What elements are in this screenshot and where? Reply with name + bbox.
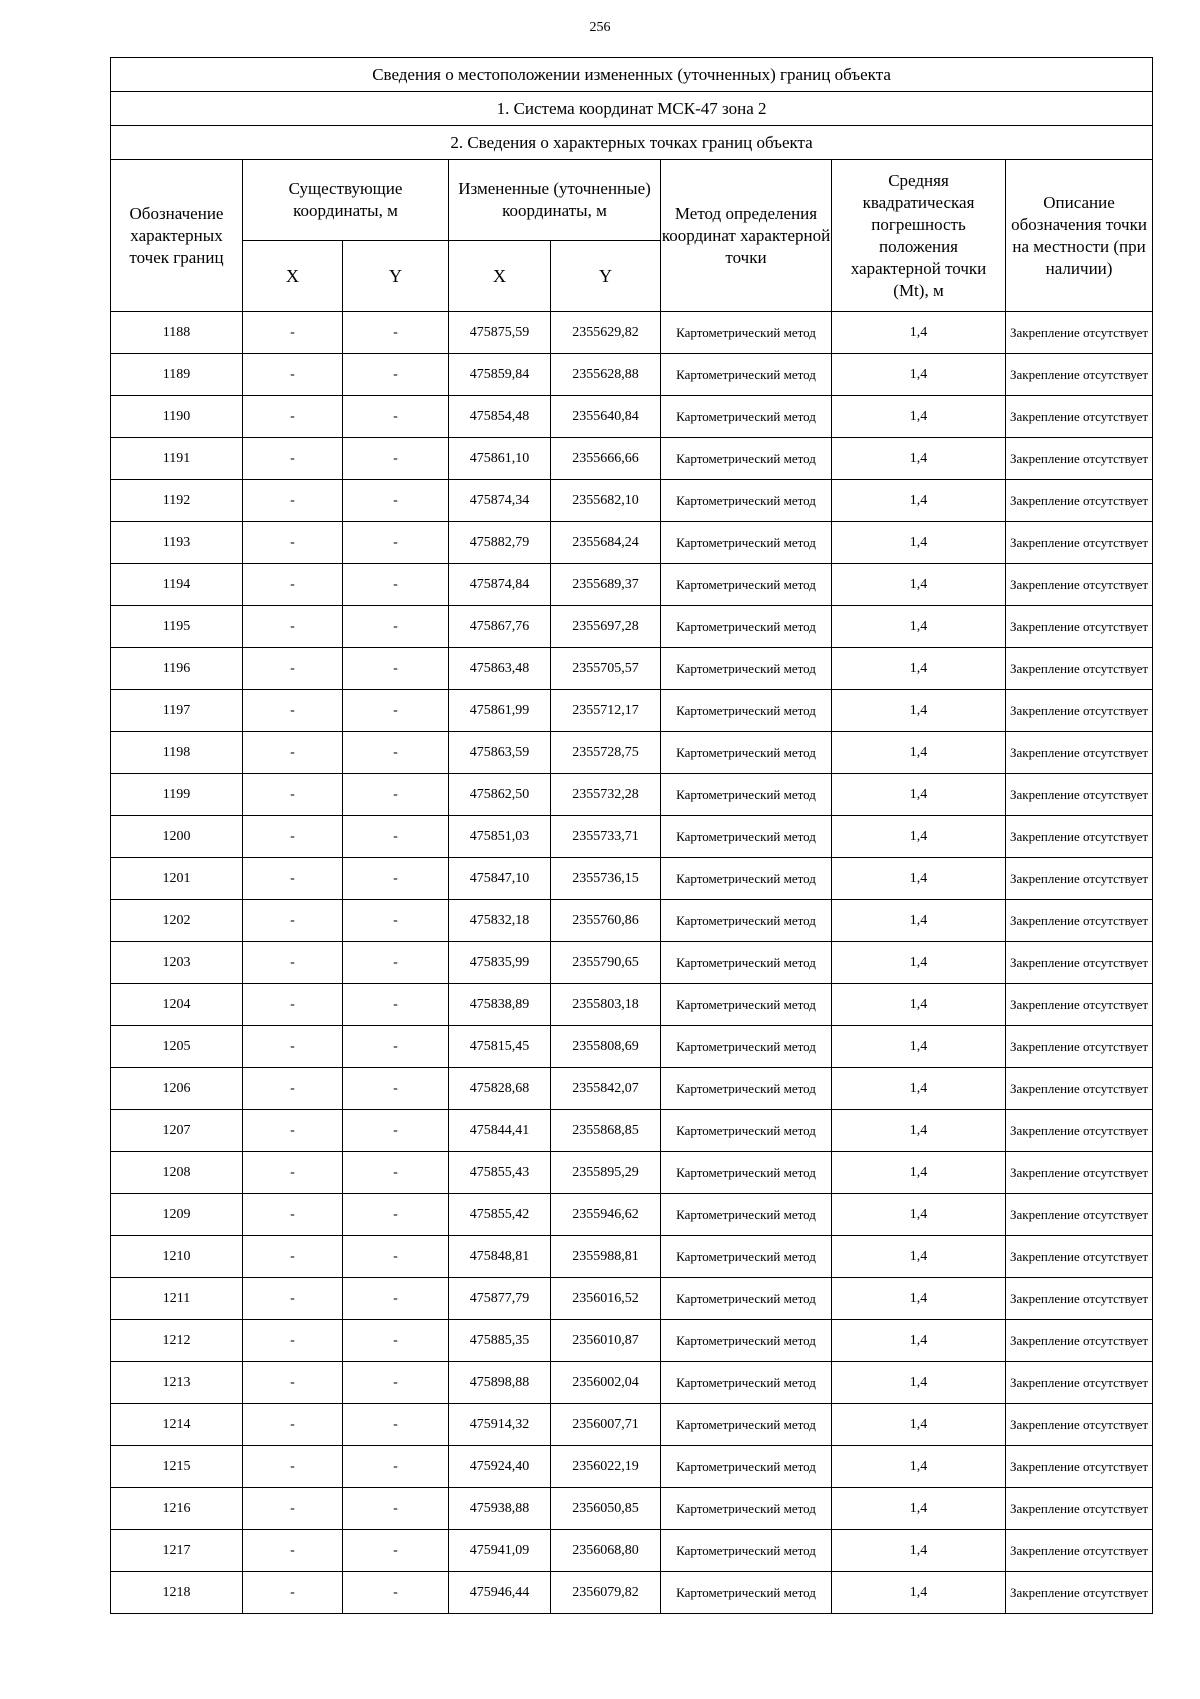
changed-y-cell: 2356079,82 [551,1572,661,1614]
error-cell: 1,4 [832,1194,1006,1236]
method-cell: Картометрический метод [661,900,832,942]
point-id-cell: 1196 [111,648,243,690]
point-id-cell: 1195 [111,606,243,648]
error-cell: 1,4 [832,354,1006,396]
changed-y-cell: 2355697,28 [551,606,661,648]
changed-y-cell: 2355946,62 [551,1194,661,1236]
point-id-cell: 1211 [111,1278,243,1320]
changed-y-cell: 2355705,57 [551,648,661,690]
method-cell: Картометрический метод [661,396,832,438]
method-cell: Картометрический метод [661,1572,832,1614]
method-cell: Картометрический метод [661,1446,832,1488]
error-cell: 1,4 [832,690,1006,732]
method-cell: Картометрический метод [661,1362,832,1404]
header-existing-coordinates: Существующие координаты, м [243,160,449,241]
table-row [111,774,1153,816]
method-cell: Картометрический метод [661,1530,832,1572]
description-cell: Закрепление отсутствует [1006,1236,1153,1278]
method-cell: Картометрический метод [661,564,832,606]
changed-y-cell: 2355760,86 [551,900,661,942]
error-cell: 1,4 [832,816,1006,858]
existing-y-cell: - [343,984,449,1026]
error-cell: 1,4 [832,1236,1006,1278]
table-row [111,942,1153,984]
method-cell: Картометрический метод [661,942,832,984]
changed-x-cell: 475882,79 [449,522,551,564]
table-body [111,312,1153,1614]
error-cell: 1,4 [832,774,1006,816]
header-error: Средняя квадратическая погрешность положения характерной точки (Mt), м [832,160,1006,312]
point-id-cell: 1212 [111,1320,243,1362]
existing-x-cell: - [243,480,343,522]
existing-x-cell: - [243,690,343,732]
method-cell: Картометрический метод [661,1488,832,1530]
existing-x-cell: - [243,732,343,774]
point-id-cell: 1188 [111,312,243,354]
changed-y-cell: 2355842,07 [551,1068,661,1110]
existing-y-cell: - [343,312,449,354]
method-cell: Картометрический метод [661,816,832,858]
point-id-cell: 1213 [111,1362,243,1404]
changed-y-cell: 2355728,75 [551,732,661,774]
table-row [111,1488,1153,1530]
existing-x-cell: - [243,606,343,648]
error-cell: 1,4 [832,1530,1006,1572]
table-row [111,1068,1153,1110]
changed-x-cell: 475855,42 [449,1194,551,1236]
error-cell: 1,4 [832,984,1006,1026]
existing-y-cell: - [343,1404,449,1446]
point-id-cell: 1208 [111,1152,243,1194]
changed-x-cell: 475938,88 [449,1488,551,1530]
point-id-cell: 1192 [111,480,243,522]
existing-x-cell: - [243,648,343,690]
table-row [111,648,1153,690]
changed-x-cell: 475914,32 [449,1404,551,1446]
existing-y-cell: - [343,1446,449,1488]
error-cell: 1,4 [832,1572,1006,1614]
existing-x-cell: - [243,312,343,354]
description-cell: Закрепление отсутствует [1006,816,1153,858]
changed-x-cell: 475924,40 [449,1446,551,1488]
description-cell: Закрепление отсутствует [1006,690,1153,732]
table-row [111,312,1153,354]
existing-y-cell: - [343,1194,449,1236]
error-cell: 1,4 [832,1362,1006,1404]
coordinate-system-title: 1. Система координат МСК-47 зона 2 [111,92,1153,126]
method-cell: Картометрический метод [661,648,832,690]
method-cell: Картометрический метод [661,522,832,564]
point-id-cell: 1201 [111,858,243,900]
changed-y-cell: 2356050,85 [551,1488,661,1530]
existing-x-cell: - [243,858,343,900]
point-id-cell: 1206 [111,1068,243,1110]
description-cell: Закрепление отсутствует [1006,1572,1153,1614]
existing-x-cell: - [243,1236,343,1278]
changed-x-cell: 475867,76 [449,606,551,648]
error-cell: 1,4 [832,564,1006,606]
description-cell: Закрепление отсутствует [1006,1194,1153,1236]
existing-y-cell: - [343,396,449,438]
changed-y-cell: 2355868,85 [551,1110,661,1152]
error-cell: 1,4 [832,1026,1006,1068]
changed-y-cell: 2356068,80 [551,1530,661,1572]
existing-x-cell: - [243,816,343,858]
existing-x-cell: - [243,1194,343,1236]
description-cell: Закрепление отсутствует [1006,312,1153,354]
point-id-cell: 1204 [111,984,243,1026]
table-row [111,564,1153,606]
table-row [111,354,1153,396]
existing-y-cell: - [343,1110,449,1152]
changed-x-cell: 475877,79 [449,1278,551,1320]
changed-y-cell: 2355808,69 [551,1026,661,1068]
header-changed-y: Y [551,241,661,312]
error-cell: 1,4 [832,1110,1006,1152]
changed-x-cell: 475875,59 [449,312,551,354]
table-row [111,438,1153,480]
existing-y-cell: - [343,690,449,732]
error-cell: 1,4 [832,648,1006,690]
point-id-cell: 1200 [111,816,243,858]
changed-x-cell: 475832,18 [449,900,551,942]
description-cell: Закрепление отсутствует [1006,1026,1153,1068]
existing-x-cell: - [243,354,343,396]
error-cell: 1,4 [832,312,1006,354]
changed-y-cell: 2355790,65 [551,942,661,984]
existing-x-cell: - [243,1026,343,1068]
description-cell: Закрепление отсутствует [1006,1404,1153,1446]
point-id-cell: 1207 [111,1110,243,1152]
existing-x-cell: - [243,900,343,942]
existing-y-cell: - [343,438,449,480]
existing-y-cell: - [343,858,449,900]
existing-x-cell: - [243,1572,343,1614]
existing-y-cell: - [343,564,449,606]
description-cell: Закрепление отсутствует [1006,1362,1153,1404]
existing-x-cell: - [243,522,343,564]
changed-y-cell: 2355988,81 [551,1236,661,1278]
description-cell: Закрепление отсутствует [1006,858,1153,900]
method-cell: Картометрический метод [661,438,832,480]
changed-x-cell: 475815,45 [449,1026,551,1068]
existing-y-cell: - [343,1236,449,1278]
description-cell: Закрепление отсутствует [1006,480,1153,522]
error-cell: 1,4 [832,438,1006,480]
existing-x-cell: - [243,942,343,984]
method-cell: Картометрический метод [661,1068,832,1110]
header-method: Метод определения координат характерной точки [661,160,832,312]
description-cell: Закрепление отсутствует [1006,732,1153,774]
point-id-cell: 1210 [111,1236,243,1278]
description-cell: Закрепление отсутствует [1006,1278,1153,1320]
existing-y-cell: - [343,354,449,396]
method-cell: Картометрический метод [661,1026,832,1068]
header-existing-y: Y [343,241,449,312]
table-row [111,1026,1153,1068]
changed-y-cell: 2355684,24 [551,522,661,564]
table-row [111,1194,1153,1236]
description-cell: Закрепление отсутствует [1006,396,1153,438]
changed-x-cell: 475863,59 [449,732,551,774]
method-cell: Картометрический метод [661,1320,832,1362]
table-row [111,1530,1153,1572]
changed-x-cell: 475861,10 [449,438,551,480]
error-cell: 1,4 [832,606,1006,648]
changed-x-cell: 475844,41 [449,1110,551,1152]
changed-x-cell: 475828,68 [449,1068,551,1110]
point-id-cell: 1189 [111,354,243,396]
description-cell: Закрепление отсутствует [1006,1110,1153,1152]
method-cell: Картометрический метод [661,312,832,354]
changed-y-cell: 2355682,10 [551,480,661,522]
existing-y-cell: - [343,1320,449,1362]
changed-x-cell: 475874,84 [449,564,551,606]
changed-x-cell: 475863,48 [449,648,551,690]
changed-x-cell: 475859,84 [449,354,551,396]
section-title: Сведения о местоположении измененных (уточненных) границ объекта [111,58,1153,92]
existing-y-cell: - [343,816,449,858]
error-cell: 1,4 [832,858,1006,900]
error-cell: 1,4 [832,1446,1006,1488]
existing-x-cell: - [243,984,343,1026]
page-number: 256 [589,20,611,35]
changed-x-cell: 475838,89 [449,984,551,1026]
table-row [111,1236,1153,1278]
changed-x-cell: 475874,34 [449,480,551,522]
description-cell: Закрепление отсутствует [1006,1530,1153,1572]
method-cell: Картометрический метод [661,1236,832,1278]
method-cell: Картометрический метод [661,354,832,396]
point-id-cell: 1197 [111,690,243,732]
existing-x-cell: - [243,1488,343,1530]
error-cell: 1,4 [832,1404,1006,1446]
method-cell: Картометрический метод [661,774,832,816]
existing-y-cell: - [343,1068,449,1110]
description-cell: Закрепление отсутствует [1006,522,1153,564]
error-cell: 1,4 [832,732,1006,774]
changed-y-cell: 2355895,29 [551,1152,661,1194]
description-cell: Закрепление отсутствует [1006,1446,1153,1488]
existing-y-cell: - [343,522,449,564]
error-cell: 1,4 [832,1488,1006,1530]
description-cell: Закрепление отсутствует [1006,900,1153,942]
table-row [111,900,1153,942]
point-id-cell: 1216 [111,1488,243,1530]
method-cell: Картометрический метод [661,690,832,732]
header-changed-x: X [449,241,551,312]
point-id-cell: 1191 [111,438,243,480]
existing-y-cell: - [343,1530,449,1572]
point-id-cell: 1198 [111,732,243,774]
changed-x-cell: 475854,48 [449,396,551,438]
changed-y-cell: 2356007,71 [551,1404,661,1446]
existing-y-cell: - [343,1026,449,1068]
description-cell: Закрепление отсутствует [1006,1068,1153,1110]
existing-x-cell: - [243,1152,343,1194]
existing-y-cell: - [343,732,449,774]
description-cell: Закрепление отсутствует [1006,606,1153,648]
method-cell: Картометрический метод [661,858,832,900]
existing-x-cell: - [243,438,343,480]
description-cell: Закрепление отсутствует [1006,564,1153,606]
table-row [111,858,1153,900]
method-cell: Картометрический метод [661,984,832,1026]
point-id-cell: 1209 [111,1194,243,1236]
existing-y-cell: - [343,606,449,648]
existing-y-cell: - [343,1572,449,1614]
error-cell: 1,4 [832,1320,1006,1362]
changed-y-cell: 2355803,18 [551,984,661,1026]
error-cell: 1,4 [832,396,1006,438]
changed-y-cell: 2355736,15 [551,858,661,900]
method-cell: Картометрический метод [661,1152,832,1194]
table-row [111,1404,1153,1446]
description-cell: Закрепление отсутствует [1006,354,1153,396]
point-id-cell: 1217 [111,1530,243,1572]
boundary-points-table [110,57,1153,1614]
changed-y-cell: 2355733,71 [551,816,661,858]
table-row [111,1320,1153,1362]
existing-x-cell: - [243,1446,343,1488]
changed-y-cell: 2356010,87 [551,1320,661,1362]
description-cell: Закрепление отсутствует [1006,1320,1153,1362]
table-row [111,1362,1153,1404]
error-cell: 1,4 [832,1068,1006,1110]
existing-x-cell: - [243,774,343,816]
table-row [111,480,1153,522]
point-id-cell: 1193 [111,522,243,564]
header-existing-x: X [243,241,343,312]
point-id-cell: 1203 [111,942,243,984]
changed-x-cell: 475847,10 [449,858,551,900]
existing-y-cell: - [343,1362,449,1404]
description-cell: Закрепление отсутствует [1006,1488,1153,1530]
changed-x-cell: 475861,99 [449,690,551,732]
changed-x-cell: 475835,99 [449,942,551,984]
table-row [111,522,1153,564]
description-cell: Закрепление отсутствует [1006,1152,1153,1194]
changed-x-cell: 475848,81 [449,1236,551,1278]
point-id-cell: 1205 [111,1026,243,1068]
changed-x-cell: 475862,50 [449,774,551,816]
point-id-cell: 1214 [111,1404,243,1446]
method-cell: Картометрический метод [661,606,832,648]
changed-x-cell: 475855,43 [449,1152,551,1194]
description-cell: Закрепление отсутствует [1006,438,1153,480]
table-row [111,1446,1153,1488]
error-cell: 1,4 [832,1152,1006,1194]
description-cell: Закрепление отсутствует [1006,648,1153,690]
header-changed-coordinates: Измененные (уточненные) координаты, м [449,160,661,241]
method-cell: Картометрический метод [661,732,832,774]
changed-y-cell: 2355628,88 [551,354,661,396]
header-description: Описание обозначения точки на местности (при наличии) [1006,160,1153,312]
changed-y-cell: 2355732,28 [551,774,661,816]
changed-y-cell: 2356002,04 [551,1362,661,1404]
existing-x-cell: - [243,1362,343,1404]
table-row [111,1110,1153,1152]
error-cell: 1,4 [832,522,1006,564]
table-row [111,606,1153,648]
existing-x-cell: - [243,564,343,606]
changed-y-cell: 2355629,82 [551,312,661,354]
existing-y-cell: - [343,480,449,522]
existing-y-cell: - [343,1488,449,1530]
method-cell: Картометрический метод [661,1278,832,1320]
table-row [111,1152,1153,1194]
point-id-cell: 1218 [111,1572,243,1614]
error-cell: 1,4 [832,1278,1006,1320]
existing-y-cell: - [343,648,449,690]
table-row [111,732,1153,774]
method-cell: Картометрический метод [661,1404,832,1446]
table-row [111,396,1153,438]
changed-x-cell: 475941,09 [449,1530,551,1572]
existing-x-cell: - [243,1278,343,1320]
existing-y-cell: - [343,900,449,942]
points-title: 2. Сведения о характерных точках границ объекта [111,126,1153,160]
error-cell: 1,4 [832,480,1006,522]
method-cell: Картометрический метод [661,1110,832,1152]
error-cell: 1,4 [832,900,1006,942]
changed-y-cell: 2355666,66 [551,438,661,480]
existing-x-cell: - [243,1320,343,1362]
point-id-cell: 1190 [111,396,243,438]
table-row [111,1278,1153,1320]
header-designation: Обозначение характерных точек границ [111,160,243,312]
method-cell: Картометрический метод [661,1194,832,1236]
existing-x-cell: - [243,1530,343,1572]
existing-x-cell: - [243,1068,343,1110]
changed-x-cell: 475898,88 [449,1362,551,1404]
point-id-cell: 1194 [111,564,243,606]
changed-y-cell: 2355640,84 [551,396,661,438]
point-id-cell: 1202 [111,900,243,942]
point-id-cell: 1199 [111,774,243,816]
error-cell: 1,4 [832,942,1006,984]
table-row [111,1572,1153,1614]
changed-y-cell: 2356016,52 [551,1278,661,1320]
existing-y-cell: - [343,1278,449,1320]
point-id-cell: 1215 [111,1446,243,1488]
existing-x-cell: - [243,1110,343,1152]
changed-x-cell: 475851,03 [449,816,551,858]
table-row [111,816,1153,858]
method-cell: Картометрический метод [661,480,832,522]
description-cell: Закрепление отсутствует [1006,984,1153,1026]
changed-x-cell: 475946,44 [449,1572,551,1614]
existing-x-cell: - [243,396,343,438]
existing-y-cell: - [343,942,449,984]
existing-y-cell: - [343,774,449,816]
description-cell: Закрепление отсутствует [1006,942,1153,984]
description-cell: Закрепление отсутствует [1006,774,1153,816]
changed-y-cell: 2355712,17 [551,690,661,732]
existing-y-cell: - [343,1152,449,1194]
table-row [111,984,1153,1026]
changed-x-cell: 475885,35 [449,1320,551,1362]
table-row [111,690,1153,732]
existing-x-cell: - [243,1404,343,1446]
changed-y-cell: 2356022,19 [551,1446,661,1488]
changed-y-cell: 2355689,37 [551,564,661,606]
